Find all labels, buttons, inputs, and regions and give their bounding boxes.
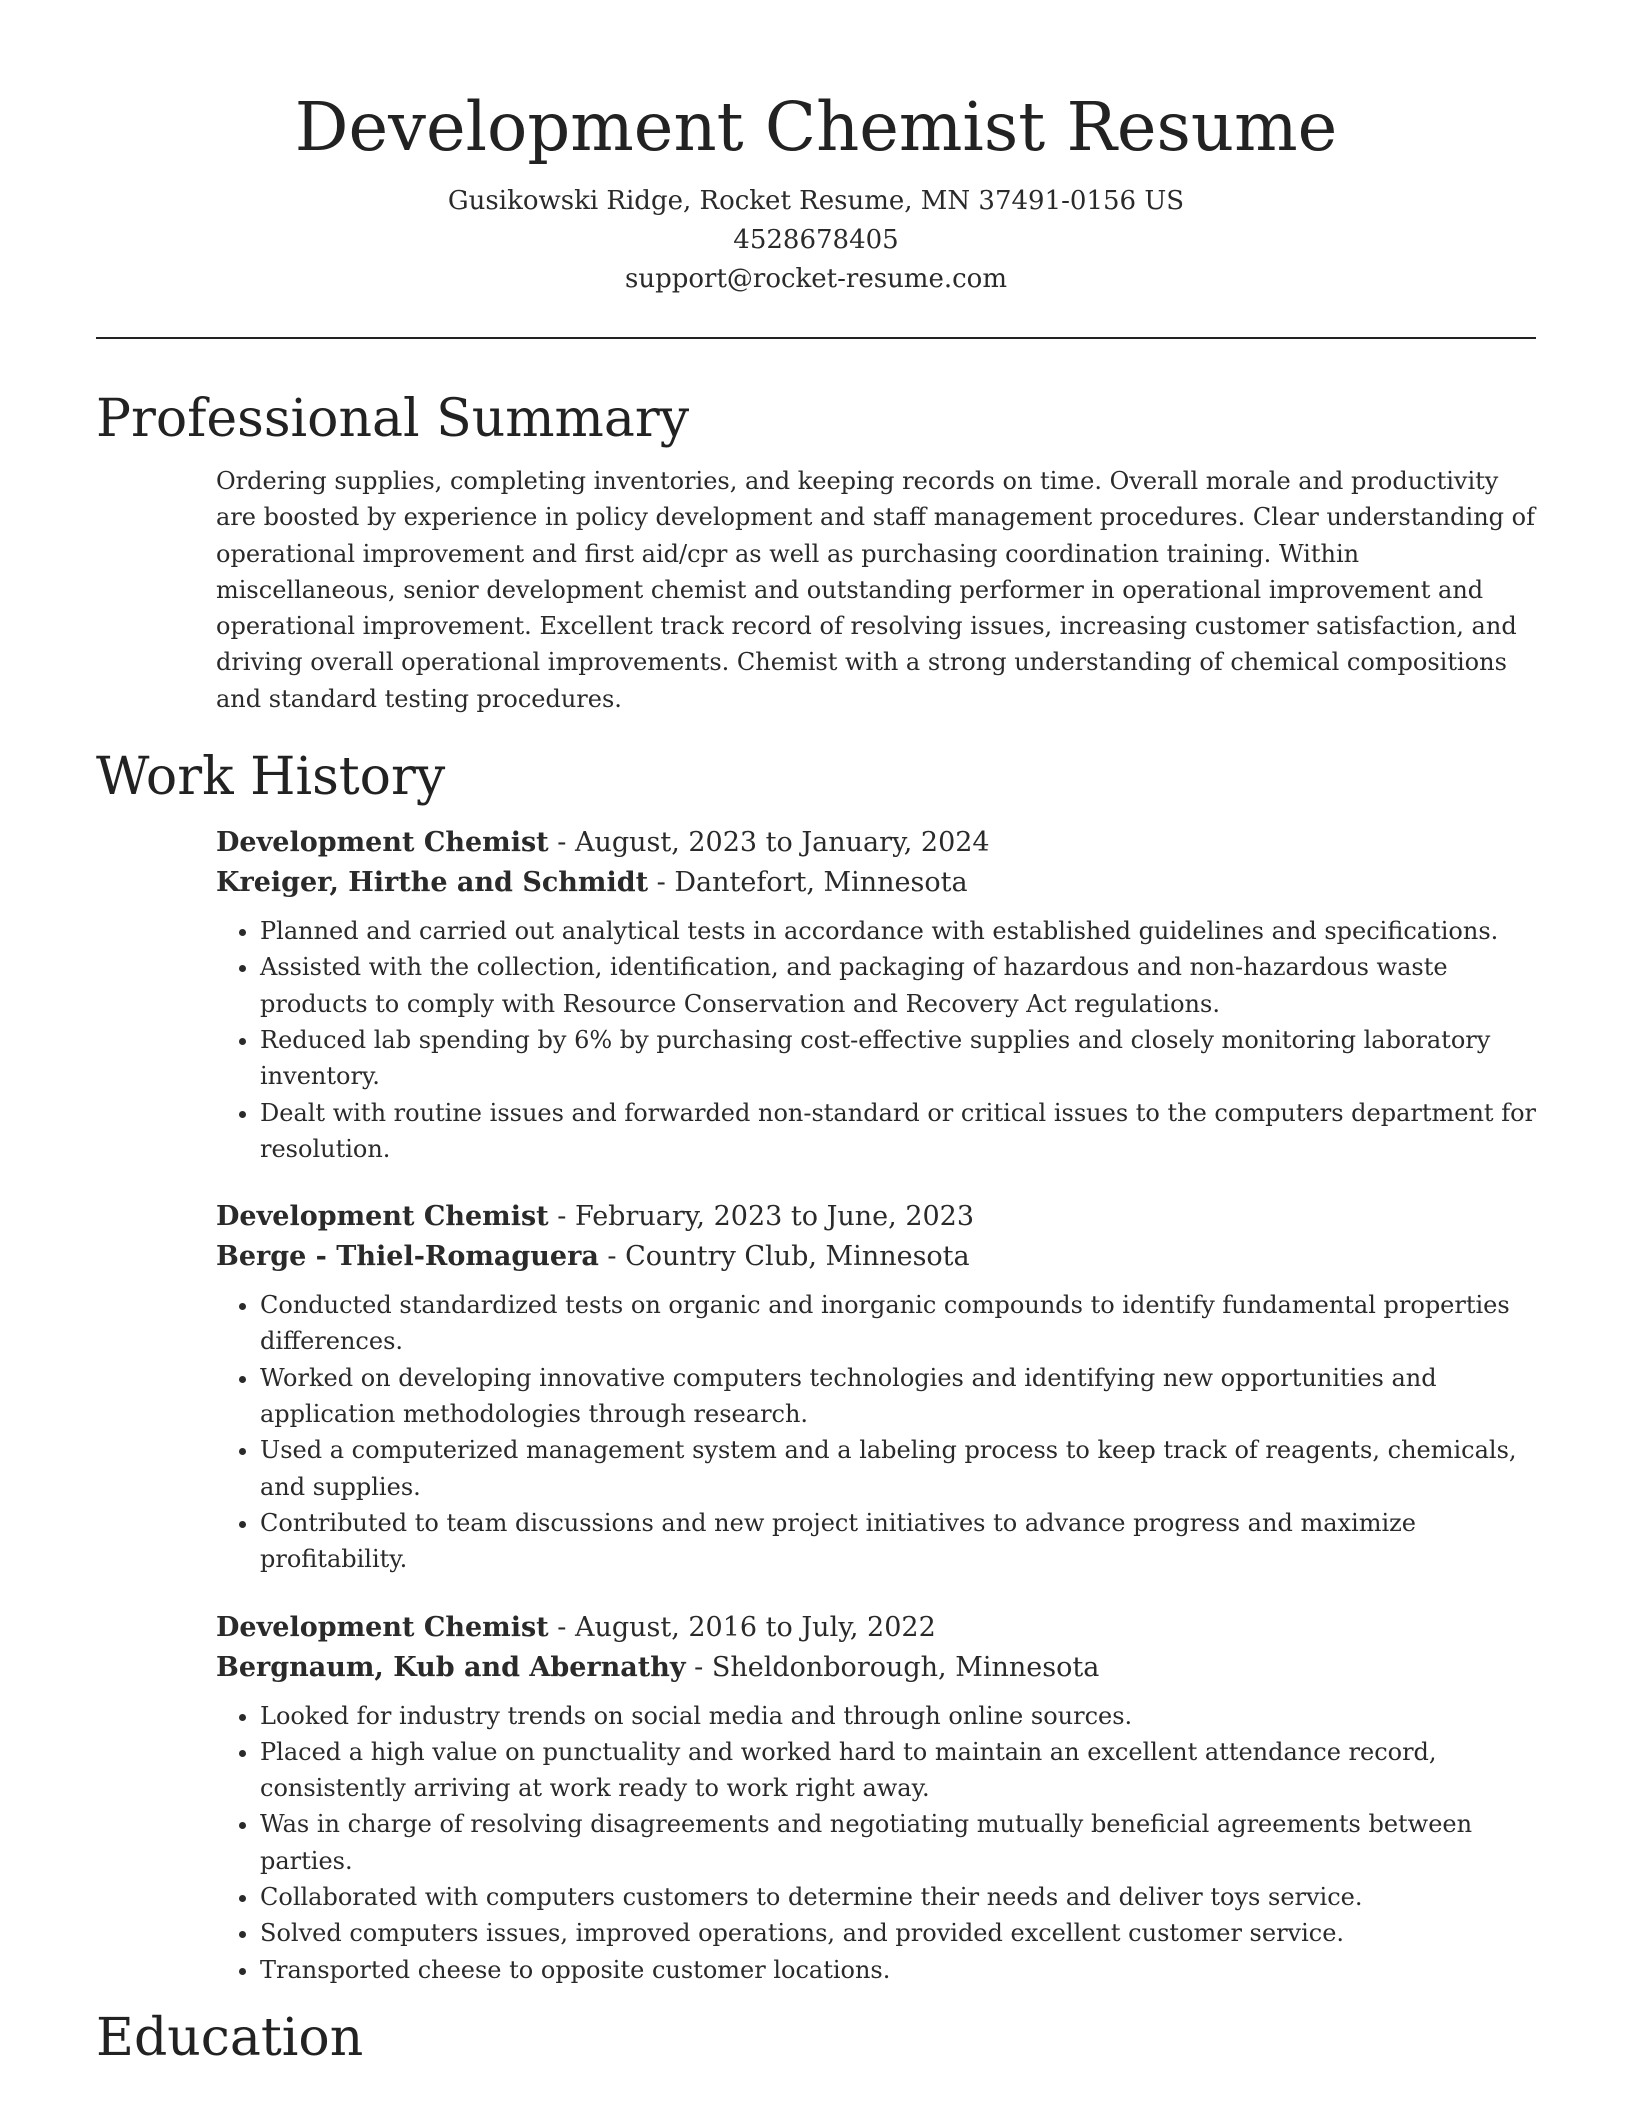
education-section — [96, 2002, 1536, 2074]
contact-phone: 4528678405 — [733, 225, 899, 255]
job-title: Development Chemist — [216, 827, 549, 859]
education-heading: Education — [96, 2007, 364, 2068]
resume-header — [96, 0, 1536, 299]
job-location: - Country Club, Minnesota — [598, 1241, 970, 1273]
job-location: - Dantefort, Minnesota — [648, 867, 968, 899]
summary-section — [96, 383, 1536, 717]
job-bullet: • Collaborated with computers customers to determine their needs and deliver toys service. — [260, 1879, 1536, 1915]
job-bullet: • Reduced lab spending by 6% by purchasing cost-effective supplies and closely monitoring laboratory inventory. — [260, 1022, 1536, 1095]
job-title-line — [216, 1608, 1536, 1648]
job-dates: - February, 2023 to June, 2023 — [548, 1201, 975, 1233]
job-bullets — [216, 1698, 1536, 1988]
job-bullet: • Used a computerized management system and a labeling process to keep track of reagents, chemicals, and supplies. — [260, 1432, 1536, 1505]
job-bullet: • Was in charge of resolving disagreements and negotiating mutually beneficial agreements between parties. — [260, 1806, 1536, 1879]
job-bullet: • Planned and carried out analytical tests in accordance with established guidelines and specifications. — [260, 913, 1536, 949]
work-history-section — [96, 741, 1536, 1988]
job-bullet: • Placed a high value on punctuality and worked hard to maintain an excellent attendance record, consistently arriving at work ready to work right away. — [260, 1734, 1536, 1807]
job-bullets — [216, 913, 1536, 1167]
contact-info — [96, 182, 1536, 299]
job-company-line — [216, 1648, 1536, 1688]
job-entry — [216, 1197, 1536, 1577]
work-history-heading: Work History — [96, 747, 446, 808]
job-dates: - August, 2016 to July, 2022 — [548, 1611, 936, 1643]
job-bullet: • Worked on developing innovative computers technologies and identifying new opportunities and application methodologies through research. — [260, 1360, 1536, 1433]
job-location: - Sheldonborough, Minnesota — [685, 1651, 1100, 1683]
job-bullet: • Solved computers issues, improved operations, and provided excellent customer service. — [260, 1915, 1536, 1951]
job-dates: - August, 2023 to January, 2024 — [548, 827, 990, 859]
job-company-line — [216, 863, 1536, 903]
job-entry — [216, 823, 1536, 1167]
contact-address: Gusikowski Ridge, Rocket Resume, MN 37491-0156 US — [447, 186, 1185, 216]
job-title-line — [216, 823, 1536, 863]
resume-title: Development Chemist Resume — [294, 88, 1338, 166]
job-company: Bergnaum, Kub and Abernathy — [216, 1651, 686, 1683]
job-bullets — [216, 1287, 1536, 1577]
job-bullet: • Conducted standardized tests on organic and inorganic compounds to identify fundamental properties differences. — [260, 1287, 1536, 1360]
job-bullet: • Looked for industry trends on social media and through online sources. — [260, 1698, 1536, 1734]
job-bullet: • Transported cheese to opposite customer locations. — [260, 1952, 1536, 1988]
summary-text: Ordering supplies, completing inventories, and keeping records on time. Overall morale and productivity are boosted by experience in policy development and staff management procedures. Clear understanding of operational improvement and first aid/cpr as well as purchasing coordination training. Within miscellaneous, senior development chemist and outstanding performer in operational improvement and operational improvement. Excellent track record of resolving issues, increasing customer satisfaction, and driving overall operational improvements. Chemist with a strong understanding of chemical compositions and standard testing procedures. — [216, 467, 1535, 713]
job-title: Development Chemist — [216, 1611, 549, 1643]
job-bullet: • Assisted with the collection, identification, and packaging of hazardous and non-hazardous waste products to comply with Resource Conservation and Recovery Act regulations. — [260, 949, 1536, 1022]
contact-email: support@rocket-resume.com — [624, 264, 1007, 294]
job-bullet: • Contributed to team discussions and new project initiatives to advance progress and maximize profitability. — [260, 1505, 1536, 1578]
job-title-line — [216, 1197, 1536, 1237]
header-divider — [96, 337, 1536, 339]
job-company: Kreiger, Hirthe and Schmidt — [216, 867, 649, 899]
job-title: Development Chemist — [216, 1201, 549, 1233]
job-bullet: • Dealt with routine issues and forwarded non-standard or critical issues to the computers department for resolution. — [260, 1095, 1536, 1168]
job-company: Berge - Thiel-Romaguera — [216, 1241, 599, 1273]
job-company-line — [216, 1237, 1536, 1277]
summary-heading: Professional Summary — [96, 389, 690, 449]
job-entry — [216, 1608, 1536, 1988]
